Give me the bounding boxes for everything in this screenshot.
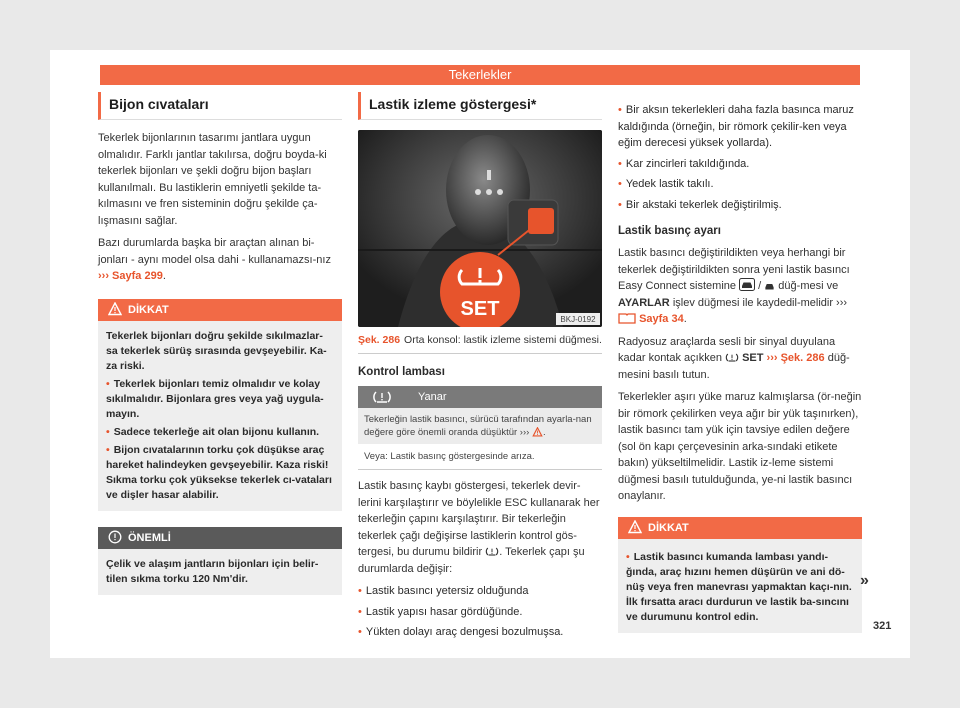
paragraph: Lastik basınç kaybı göstergesi, tekerlek devir-lerini karşılaştırır ve böylelikle ESC kullanarak her tekerleğin çapını karşılaştırır. Bir tekerleğin tekerlek çağı değişirse lastiklerin kontrol gös-tergesi, bu durumu bildirir . Tekerlek çapı şu durumlarda değişir: [358, 480, 600, 575]
page-number: 321 [873, 620, 892, 632]
car-button-icon [739, 278, 755, 291]
warning-box [618, 517, 862, 633]
warning-header: DİKKAT [618, 517, 862, 539]
warning-triangle-icon [108, 302, 122, 316]
warning-bullet: • Sadece tekerleğe ait olan bijonu kullanın. [106, 425, 320, 438]
list-item: • Kar zincirleri takıldığında. [618, 157, 750, 170]
section-title-tpms: Lastik izleme göstergesi* [358, 92, 602, 120]
warning-body [98, 321, 342, 511]
paragraph: Radyosuz araçlarda sesli bir sinyal duyulana kadar kontak açıkken SET ››› Şek. 286 düğ-mesini basılı tutun. [618, 335, 850, 381]
note-header: ÖNEMLİ [98, 527, 342, 549]
warning-intro: Tekerlek bijonları doğru şekilde sıkılmazlar-sa tekerlek sürüş sırasında gevşeyebilir. Ka-za riski. [106, 329, 327, 372]
left-column [98, 92, 342, 595]
note-body: Çelik ve alaşım jantların bijonları için belir-tilen sıkma torku 120 Nm'dir. [98, 549, 342, 595]
page-reference-link[interactable]: ››› Sayfa 299 [98, 270, 163, 282]
console-figure [358, 130, 602, 327]
warning-box [98, 299, 342, 511]
warning-triangle-icon [532, 427, 543, 437]
lamp-row: Yanar [358, 386, 602, 408]
paragraph: Tekerlek bijonlarının tasarımı jantlara uygun olmalıdır. Farklı jantlar takılırsa, doğru boyda-ki tekerlek bijonları ve şekli doğru bijon başları kullanılmalı. Bu lastiklerin emniyetli şekilde ta-kılmasını ve fren sisteminin doğru şekilde ça-lışmasını sağlar. [98, 132, 327, 227]
warning-bullet: • Lastik basıncı kumanda lambası yandı-ğında, araç hızını hemen düşürün ve ani dö-nüş veya fren manevrası yapmaktan kaçı-nın. İlk fırsatta aracı durdurun ve lastik ba-sıncını ve durumunu kontrol edin. [626, 550, 852, 623]
page-reference-link[interactable]: Sayfa 34 [639, 313, 684, 325]
warning-header: DİKKAT [98, 299, 342, 321]
lamp-note: Veya: Lastik basınç göstergesinde arıza. [358, 444, 602, 470]
list-item: • Yedek lastik takılı. [618, 178, 714, 190]
set-button-label: SET [460, 298, 500, 320]
warning-bullet: • Tekerlek bijonları temiz olmalıdır ve kolay sıkılmalıdır. Bijonlara gres veya yağ uygula-mayın. [106, 377, 324, 420]
book-ref-icon [618, 312, 636, 324]
warning-body [618, 539, 862, 633]
note-box [98, 527, 342, 595]
subheading: Lastik basınç ayarı [618, 225, 721, 237]
list-item: • Lastik basıncı yetersiz olduğunda [358, 585, 529, 597]
figure-caption: Şek. 286 Orta konsol: lastik izleme sistemi düğmesi. [358, 333, 602, 354]
console-illustration [358, 130, 602, 327]
right-column [618, 98, 862, 633]
figure-reference-link[interactable]: ››› Şek. 286 [766, 352, 825, 364]
paragraph: Bazı durumlarda başka bir araçtan alınan bi-jonları - aynı model olsa dahi - kullanamazsı-nız ››› Sayfa 299. [98, 237, 331, 282]
paragraph: Lastik basıncı değiştirildikten veya herhangi bir tekerlek değiştirildikten sonra yeni lastik basıncı Easy Connect sistemine / düğ-mesi ve AYARLAR işlev düğmesi ile kaydedil-melidir ››› Sayfa 34. [618, 247, 850, 325]
lamp-description: Tekerleğin lastik basıncı, sürücü tarafından ayarla-nan değere göre önemli oranda düşüktür ››› . [358, 408, 602, 444]
list-item: • Lastik yapısı hasar gördüğünde. [358, 605, 523, 618]
list-item: • Bir akstaki tekerlek değiştirilmiş. [618, 198, 782, 211]
warning-bullet: • Bijon cıvatalarının torku çok düşükse araç hareket halindeyken gevşeyebilir. Kaza riski! Sıkma torku çok yüksekse tekerlek cı-vataları ve dişler hasar alabilir. [106, 443, 332, 501]
section-title-bijon: Bijon cıvataları [98, 92, 342, 120]
car-icon [764, 281, 775, 291]
continue-marker: » [860, 572, 869, 589]
info-circle-icon [108, 530, 122, 544]
tire-pressure-icon [725, 352, 739, 363]
list-item: • Bir aksın tekerlekleri daha fazla basınca maruz kaldığında (örneğin, bir römork çekilir-ken veya eğim derecesi yüksek yollarda). [618, 104, 854, 149]
figure-code: BKJ-0192 [560, 315, 596, 324]
list-item: • Yükten dolayı araç dengesi bozulmuşsa. [358, 626, 564, 638]
paragraph: Tekerlekler aşırı yüke maruz kalmışlarsa (ör-neğin bir römork çekilirken veya ağır bir yük taşınırken), lastik basıncı tam yük için tavsiye edilen değere (sol ön kapı çerçevesinin arka-sındaki etikete bakın) yükseltilmelidir. Lastik iz-leme sistemi düğmesi basılı tutulduğunda, ye-ni lastik basıncı onaylanır. [618, 391, 862, 502]
chapter-header: Tekerlekler [100, 65, 860, 85]
lamp-heading: Kontrol lambası [358, 366, 445, 378]
warning-triangle-icon [628, 520, 642, 534]
middle-column [358, 92, 602, 645]
tire-pressure-icon [372, 390, 392, 404]
tire-pressure-icon [485, 546, 499, 557]
